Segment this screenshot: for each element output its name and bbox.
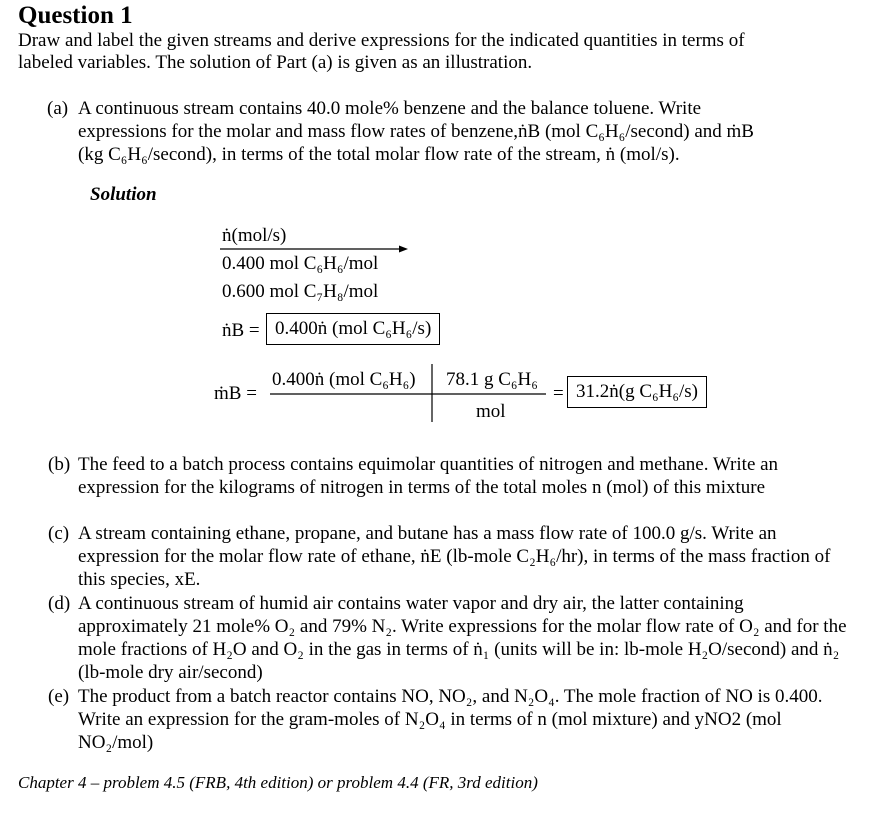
part-b-label: (b) — [48, 454, 71, 475]
mB-numerator-1: 0.400ṅ (mol C₆H₆) — [272, 369, 416, 390]
part-a-line-1: A continuous stream contains 40.0 mole% benzene and the balance toluene. Write — [78, 98, 702, 119]
chapter-reference: Chapter 4 – problem 4.5 (FRB, 4th edition) or problem 4.4 (FR, 3rd edition) — [18, 773, 538, 792]
nB-result-box: 0.400ṅ (mol C₆H₆/s) — [266, 313, 440, 345]
part-d-text: A continuous stream of humid air contains water vapor and dry air, the latter containing approximately 21 mole% O₂ and 79% N₂. Write expressions for the molar flow rate of O₂ and for the mole fractions of H₂O and O₂ in the gas in terms of ṅ₁ (units will be in: lb-mole H₂O/second) and ṅ₂ (lb-mole dry air/second) — [78, 593, 847, 683]
mB-equals: = — [553, 383, 564, 404]
part-b-text: The feed to a batch process contains equimolar quantities of nitrogen and methane. Write an expression for the kilograms of nitrogen in terms of the total moles n (mol) of this mixture — [78, 454, 779, 498]
mB-lhs: ṁB = — [214, 383, 257, 404]
intro-line-1: Draw and label the given streams and derive expressions for the indicated quantities in terms of — [18, 30, 745, 51]
nB-lhs: ṅB = — [222, 320, 260, 341]
toluene-fraction: 0.600 mol C₇H₈/mol — [222, 281, 379, 302]
fraction-lines — [268, 362, 550, 424]
mB-result-box: 31.2ṅ(g C₆H₆/s) — [567, 376, 707, 408]
benzene-fraction: 0.400 mol C₆H₆/mol — [222, 253, 379, 274]
mB-denominator-2: mol — [476, 401, 506, 422]
question-title: Question 1 — [18, 2, 133, 29]
part-c-label: (c) — [48, 523, 70, 544]
part-c-text: A stream containing ethane, propane, and butane has a mass flow rate of 100.0 g/s. Write an expression for the molar flow rate of ethane, ṅE (lb-mole C₂H₆/hr), in terms of the mass fraction of this species, xE. — [78, 523, 831, 590]
part-a-line-3: (kg C₆H₆/second), in terms of the total molar flow rate of the stream, ṅ (mol/s). — [78, 144, 680, 165]
stream-label: ṅ(mol/s) — [222, 225, 287, 246]
part-a-line-2: expressions for the molar and mass flow rates of benzene,ṅB (mol C₆H₆/second) and ṁB — [78, 121, 754, 142]
mB-numerator-2: 78.1 g C₆H₆ — [446, 369, 538, 390]
solution-heading: Solution — [90, 184, 157, 205]
part-e-text: The product from a batch reactor contains NO, NO₂, and N₂O₄. The mole fraction of NO is 0.400. Write an expression for the gram-moles of N₂O₄ in terms of n (mol mixture) and yNO2 (mol NO₂/mol) — [78, 686, 823, 753]
intro-line-2: labeled variables. The solution of Part (a) is given as an illustration. — [18, 52, 533, 73]
part-a-label: (a) — [47, 98, 69, 119]
part-d-label: (d) — [48, 593, 71, 614]
part-e-label: (e) — [48, 686, 70, 707]
